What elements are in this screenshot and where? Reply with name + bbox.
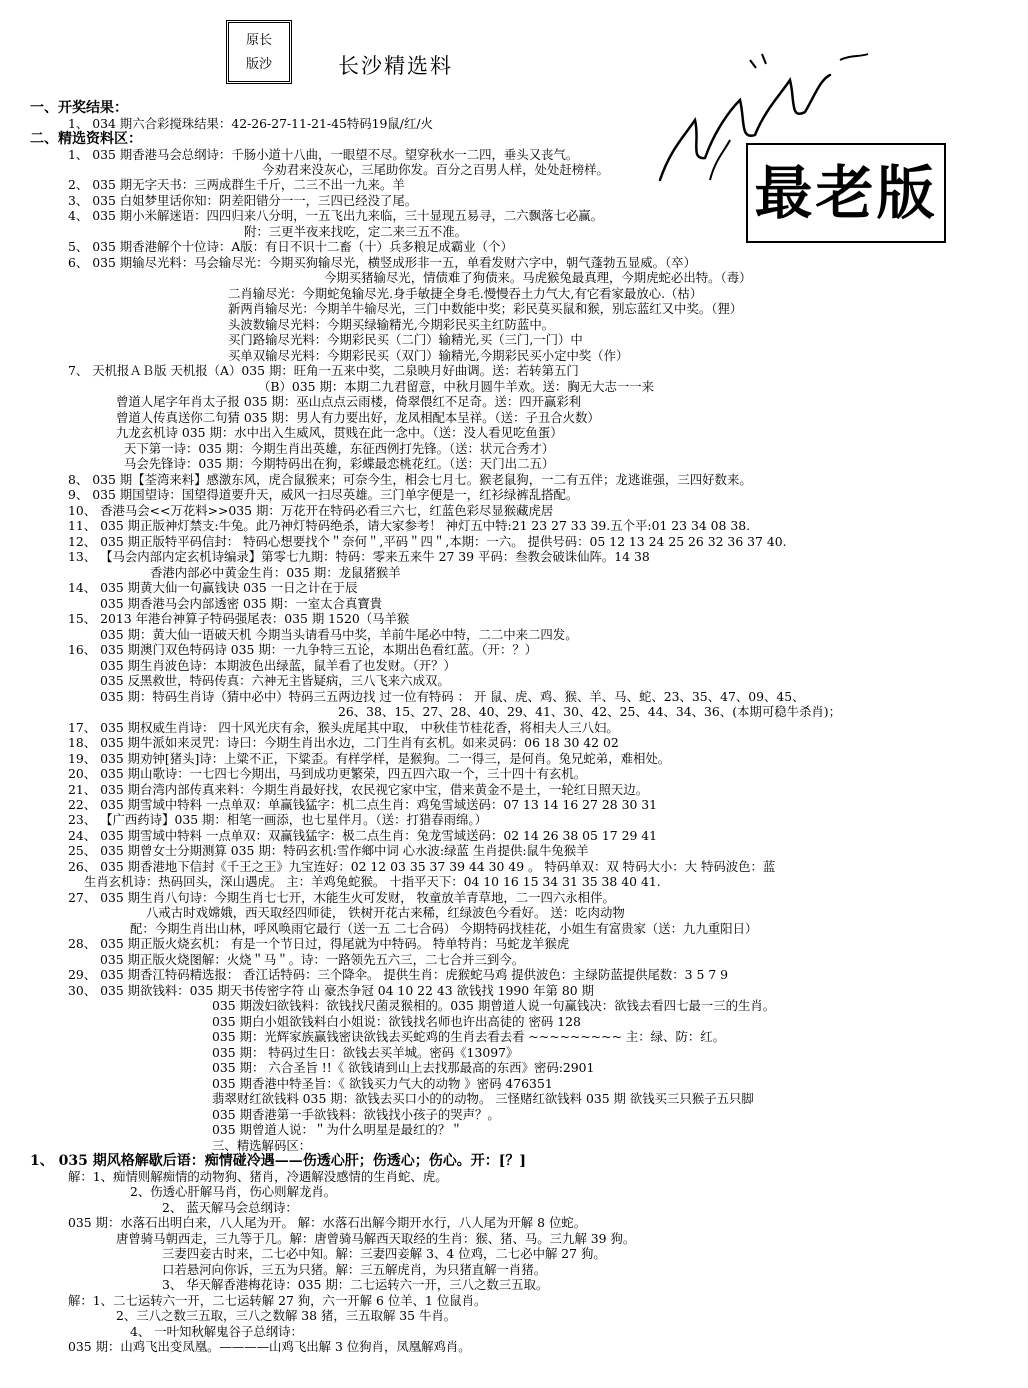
text-line: 1、 035 期香港马会总纲诗：千肠小道十八曲，一眼望不尽。望穿秋水一二四，垂头又丧气。 (68, 146, 579, 162)
text-line: 035 期： 特码过生日：欲钱去买羊城。密码《13097》 (212, 1044, 519, 1060)
text-line: 3、 035 白姐梦里话你知：阴差阳错分一一，三四已经没了尾。 (68, 192, 418, 208)
text-line: 29、 035 期香江特码精选报： 香江话特码：三个降伞。 提供生肖：虎猴蛇马鸡 提供波色：主绿防蓝提供尾数：3 5 7 9 (68, 967, 729, 983)
text-line: 天下第一诗：035 期：今期生肖出英雄，东征西例打先锋。（送：状元合秀才） (124, 440, 555, 456)
text-line: 12、 035 期正版特平码信封： 特码心想要找个＂奈何＂,平码＂四＂,本期：一六。 提供号码：05 12 13 24 25 26 32 36 37 40. (68, 533, 787, 549)
text-line: 翡翠财红欲钱料 035 期：欲钱去买口小的的动物。 三怪赌红欲钱料 035 期 欲钱买三只猴子五只脚 (212, 1091, 754, 1107)
text-line: 14、 035 期黄大仙一句赢钱诀 035 一日之计在于辰 (68, 580, 358, 596)
result-line: 1、 034 期六合彩搅珠结果：42-26-27-11-21-45特码19鼠/红/火 (68, 115, 433, 131)
text-line: 035 期生肖波色诗：本期波色出绿蓝，鼠羊看了也发财。（开？） (100, 657, 456, 673)
text-line: 9、 035 期国望诗：国望得道要升天，威风一扫尽英雄。三门单字便是一，红衫绿裤乱搭配。 (68, 487, 579, 503)
text-line: 5、 035 期香港解个十位诗：A版：有日不识十二畜（十）兵多粮足成霸业（个） (68, 239, 513, 255)
text-line: 唐曾骑马朝西走，三九等于几。解：唐曾骑马解西天取经的生肖：猴、猪、马。三九解 39 狗。 (116, 1230, 636, 1246)
text-line: 035 期曾道人说：＂为什么明星是最红的？＂ (212, 1122, 463, 1138)
text-line: 2、伤透心肝解马肖，伤心则解龙肖。 (130, 1184, 337, 1200)
text-line: 头波数输尽光料：今期买绿输精光,今期彩民买主红防蓝中。 (228, 316, 555, 332)
text-line: 26、 035 期香港地下信封《千王之王》九宝连好：02 12 03 35 37 39 44 30 49 。 特码单双：双 特码大小：大 特码波色：蓝 (68, 858, 776, 874)
text-line: 22、 035 期雪域中特料 一点单双：单赢钱猛字：机二点生肖：鸡兔雪域送码：07 13 14 16 27 28 30 31 (68, 797, 658, 812)
oldest-edition-stamp: 最老版 (746, 143, 946, 243)
text-line: 26、38、15、27、28、40、29、41、30、42、25、44、34、36、(本期可稳牛杀肖)； (338, 704, 841, 719)
text-line: 买单双输尽光料：今期彩民买（双门）输精光,今期彩民买小定中奖（作） (228, 347, 629, 363)
text-line: 035 期：光辉家族赢钱密诀欲钱去买蛇鸡的生肖去看去看 ~~~~~~~~~ 主：绿、防：红。 (212, 1029, 726, 1045)
text-line: 28、 035 期正版火烧玄机： 有是一个节日过，得尾就为中特码。 特单特肖：马蛇龙羊猴虎 (68, 936, 570, 952)
text-line: 2、 蓝天解马会总纲诗： (162, 1199, 298, 1215)
text-line: 解：1、二七运转六一开，二七运转解 27 狗，六一开解 6 位羊、1 位鼠肖。 (68, 1292, 487, 1308)
text-line: 035 期：山鸡飞出变凤凰。————山鸡飞出解 3 位狗肖，凤凰解鸡肖。 (68, 1339, 471, 1354)
text-line: 10、 香港马会<<万花料>>035 期：万花开在特码必看三六七，红蓝色彩尽显猴藏虎居 (68, 502, 554, 518)
text-line: 20、 035 期山歌诗：一七四七今期出，马到成功更繁荣，四五四六取一个，三十四十有玄机。 (68, 766, 587, 781)
text-line: 口若悬河向你诉，三五为只猪。解：三五解虎肖，为只猪直解一肖猪。 (162, 1261, 547, 1277)
badge-line-1: 原长 (245, 33, 272, 48)
text-line: 7、 天机报ＡＢ版 天机报（A）035 期：旺角一五来中奖，二泉映月好曲调。送：若转第五门 (68, 363, 579, 379)
text-line: 2、三八之数三五取，三八之数解 38 猪，三五取解 35 牛肖。 (116, 1308, 457, 1323)
text-line: 035 期：特码生肖诗（猜中必中）特码三五两边找 过一位有特码 ： 开 鼠、虎、鸡、猴、羊、马、蛇、23、35、47、09、45、 (100, 688, 805, 704)
text-line: 13、 【马会内部内定玄机诗编录】第零七九期：特码：零来五来牛 27 39 平码：叁教会破诛仙阵。14 38 (68, 549, 650, 565)
text-line: 解：1、痴情则解痴情的动物狗、猪肖，冷遇解没感情的生肖蛇、虎。 (68, 1168, 448, 1184)
text-line: 27、 035 期生肖八句诗：今期生肖七七开，木能生火可发财， 牧童放羊青草地，二一四六永相伴。 (68, 889, 615, 905)
text-line: 九龙玄机诗 035 期：水中出入生威风，贯贱在此一念中。（送：没人看见吃鱼蛋） (116, 425, 563, 441)
badge-line-2: 版沙 (245, 57, 272, 72)
text-line: 八戒古时戏嫦娥，西天取经四师徒， 铁树开花古来稀，红绿波色今看好。 送：吃肉动物 (146, 905, 625, 921)
text-line: 15、 2013 年港台神算子特码强尾表：035 期 1520（马羊猴 (68, 611, 410, 627)
text-line: 香港内部必中黄金生肖：035 期：龙鼠猪猴羊 (150, 564, 401, 580)
text-line: 035 期：黄大仙一语破天机 今期当头请看马中奖，羊前牛尾必中特，二二中来二四发。 (100, 626, 578, 642)
section-heading-results: 一、开奖结果： (30, 100, 128, 116)
text-line: 三妻四妾古时来，二七必中知。解：三妻四妾解 3、4 位鸡，二七必中解 27 狗。 (162, 1246, 606, 1262)
text-line: 6、 035 期输尽光料：马会输尽光：今期买狗输尽光，横竖成形非一五，单看发财六字中，朝气蓬勃五显威。（卒） (68, 254, 696, 270)
text-line: 今劝君来没灰心，三尾助你发。百分之百男人样，处处赶榜样。 (262, 162, 609, 177)
text-line: 035 期泼妇欲钱料：欲钱找尺菌灵猴相的。035 期曾道人说一句赢钱决：欲钱去看四七最一三的生肖。 (212, 998, 776, 1014)
text-line: 23、 【广西药诗】035 期：相笔一画添，也七星伴月。（送：打猎春雨绵。） (68, 812, 488, 828)
text-line: 三、精选解码区： (212, 1137, 312, 1153)
text-line: （B）035 期：本期二九君留意，中秋月圆牛羊欢。送：胸无大志一一来 (258, 378, 655, 394)
text-line: 生肖玄机诗：热码回头，深山遇虎。 主：羊鸡兔蛇猴。 十指平天下：04 10 16 15 34 31 35 38 40 41. (84, 874, 661, 890)
text-line: 配：今期生肖出山林，呼风唤雨它最行（送一五 二七合码） 今期特码找桂花，小姐生有富贵家（送：九九重阳日） (130, 920, 758, 936)
text-line: 17、 035 期权威生肖诗： 四十风光庆有余，猴头虎尾其中取， 中秋佳节桂花香，将相夫人三八妇。 (68, 719, 619, 735)
text-line: 3、 华天解香港梅花诗：035 期：二七运转六一开，三八之数三五取。 (162, 1277, 549, 1293)
text-line: 035 期正版火烧图解：火烧＂马＂。诗：一路领先五六三，二七合并三到今。 (100, 951, 525, 967)
text-line: 11、 035 期正版神灯禁支:牛兔。此乃神灯特码绝杀，请大家参考！ 神灯五中特:21 23 27 33 39.五个平:01 23 34 08 38. (68, 518, 751, 534)
text-line: 二肖输尽光：今期蛇兔输尽光.身手敏捷全身毛.慢慢吞土力气大,有它看家最放心.（枯） (228, 285, 703, 301)
text-line: 18、 035 期牛派如来灵咒：诗曰：今期生肖出水边，二门生肖有玄机。如来灵码：06 18 30 42 02 (68, 735, 619, 750)
text-line: 新两肖输尽光：今期羊牛输尽光，三门中数能中奖；彩民莫买鼠和猴，别忘蓝红又中奖。（狸） (228, 301, 743, 317)
text-line: 035 期香港马会内部透密 035 期：一室太合真寶貴 (100, 595, 383, 611)
text-line: 16、 035 期澳门双色特码诗 035 期：一九争特三五论，本期出色看红蓝。（开：？） (68, 642, 538, 658)
text-line: 035 期香港第一手欲钱料：欲钱找小孩子的哭声？。 (212, 1106, 500, 1122)
text-line: 马会先锋诗：035 期：今期特码出在狗，彩蝶最恋桃花红。（送：天门出二五） (124, 456, 555, 472)
text-line: 30、 035 期欲钱料：035 期天书传密字符 山 豪杰争冠 04 10 22 43 欲钱找 1990 年第 80 期 (68, 982, 594, 998)
text-line: 今期买猪输尽光，情债难了狗债来。马虎猴兔最真理，今期虎蛇必出特。（毒） (324, 270, 752, 286)
text-line: 附：三更半夜来找吃，定二来三五不准。 (244, 223, 468, 239)
text-line: 035 期香港中特圣旨：《 欲钱买力气大的动物 》密码 476351 (212, 1075, 553, 1091)
text-line: 8、 035 期【荃湾来料】感激东风，虎合鼠猴来；可奈今生，相会七月七。猴老鼠狗，一二有五伴；龙逃谁强，三四好数来。 (68, 471, 752, 487)
text-line: 035 期白小姐欲钱料白小姐说：欲钱找名师也许出高徒的 密码 128 (212, 1013, 581, 1029)
text-line: 21、 035 期台湾内部传真来料：今期生肖最好找，农民视它家中宝，借来黄金不是土，一轮红日照天边。 (68, 781, 649, 797)
text-line: 买门路输尽光料：今期彩民买（二门）输精光,买（三门,一门）中 (228, 332, 583, 348)
text-line: 19、 035 期劝钟[猪头]诗：上粱不正，下粱歪。有样学样，是猴狗。二一得三，是何肖。兔兄蛇弟，难相处。 (68, 750, 671, 766)
text-line: 4、 一叶知秋解鬼谷子总纲诗： (130, 1323, 303, 1339)
page-title: 长沙精选料 (338, 54, 453, 78)
text-line: 25、 035 期曾女士分期测算 035 期：特码玄机:雪作鄉中词 心水波:绿蓝 生肖提供:鼠牛兔猴羊 (68, 843, 589, 859)
text-line: 24、 035 期雪域中特料 一点单双：双赢钱猛字：极二点生肖：兔龙雪域送码：02 14 26 38 05 17 29 41 (68, 827, 658, 843)
text-line: 曾道人传真送你二句猜 035 期：男人有力要出好，龙凤相配本呈祥。（送：子丑合火数） (116, 409, 600, 425)
text-line: 4、 035 期小米解迷语：四四归来八分明，一五飞出九来临，三十显现五易寻，二六飘落七必赢。 (68, 208, 604, 224)
text-line: 035 期： 六合圣旨 !!《 欲钱请到山上去找那最高的东西》密码:2901 (212, 1060, 595, 1076)
text-line: 2、 035 期无字天书：三两成群生千斤，二三不出一九来。羊 (68, 177, 405, 193)
text-line: 035 反黑救世，特码传真：六神无主皆疑病，三八飞来六成双。 (100, 673, 450, 688)
text-line: 曾道人尾字年肖太子报 035 期：巫山点点云雨楼，倚翠偎红不足奇。送：四开赢彩利 (116, 394, 582, 410)
section-heading-selected: 二、精选资料区： (30, 131, 142, 147)
section-heading-decode: 1、 035 期风格解歇后语：痴情碰冷遇——伤透心肝；伤透心；伤心。开：[？] (30, 1153, 526, 1170)
text-line: 035 期：水落石出明白来，八人尾为开。 解：水落石出解今期开水行，八人尾为开解 8 位蛇。 (68, 1215, 587, 1231)
edition-badge (226, 20, 292, 84)
